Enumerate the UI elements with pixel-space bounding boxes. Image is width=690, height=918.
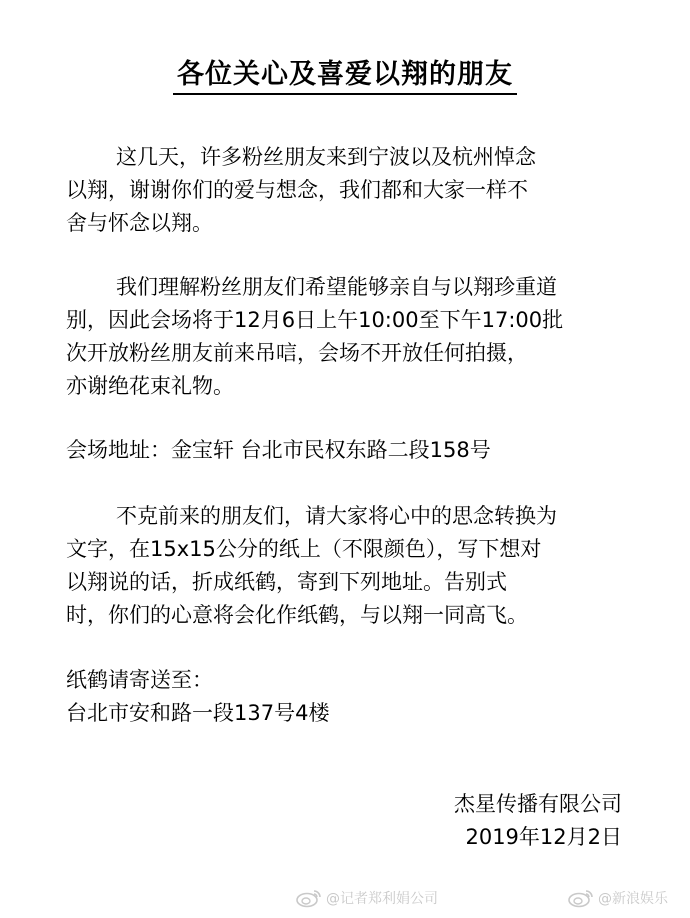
watermark-sina: [567, 885, 668, 911]
signature-company: 杰星传播有限公司: [454, 792, 622, 816]
paragraph-line: 亦谢绝花束礼物。: [66, 374, 234, 398]
signature-date: 2019年12月2日: [465, 825, 622, 849]
weibo-icon: [567, 888, 595, 908]
venue-address: 会场地址：金宝轩 台北市民权东路二段158号: [66, 438, 491, 462]
paragraph-line: 以翔，谢谢你们的爱与想念，我们都和大家一样不: [66, 178, 528, 202]
title-underline: [173, 93, 517, 95]
paragraph-line: 文字，在15x15公分的纸上（不限颜色），写下想对: [66, 537, 542, 561]
paragraph-memorial-schedule: [66, 271, 636, 403]
mailing-label: 纸鹤请寄送至：: [66, 668, 213, 692]
paragraph-line: 这几天，许多粉丝朋友来到宁波以及杭州悼念: [116, 145, 536, 169]
mailing-address: 台北市安和路一段137号4楼: [66, 701, 330, 725]
weibo-icon: [295, 888, 323, 908]
watermark-reporter: [295, 885, 438, 911]
paragraph-line: 我们理解粉丝朋友们希望能够亲自与以翔珍重道: [116, 275, 557, 299]
paragraph-mailing-address: [66, 664, 636, 730]
watermark-sina-text: @新浪娱乐: [598, 891, 668, 907]
paragraph-venue: [66, 434, 636, 467]
paragraph-line: 时，你们的心意将会化作纸鹤，与以翔一同高飞。: [66, 603, 528, 627]
paragraph-paper-cranes: [66, 500, 636, 632]
paragraph-line: 以翔说的话，折成纸鹤，寄到下列地址。告别式: [66, 570, 507, 594]
paragraph-line: 舍与怀念以翔。: [66, 211, 213, 235]
watermark-reporter-text: @记者郑利娟公司: [326, 891, 438, 907]
paragraph-line: 不克前来的朋友们，请大家将心中的思念转换为: [116, 504, 557, 528]
paragraph-line: 次开放粉丝朋友前来吊唁，会场不开放任何拍摄，: [66, 341, 528, 365]
paragraph-line: 别，因此会场将于12月6日上午10:00至下午17:00批: [66, 308, 564, 332]
letter-title: 各位关心及喜爱以翔的朋友: [177, 59, 513, 90]
paragraph-condolence: [66, 141, 636, 240]
